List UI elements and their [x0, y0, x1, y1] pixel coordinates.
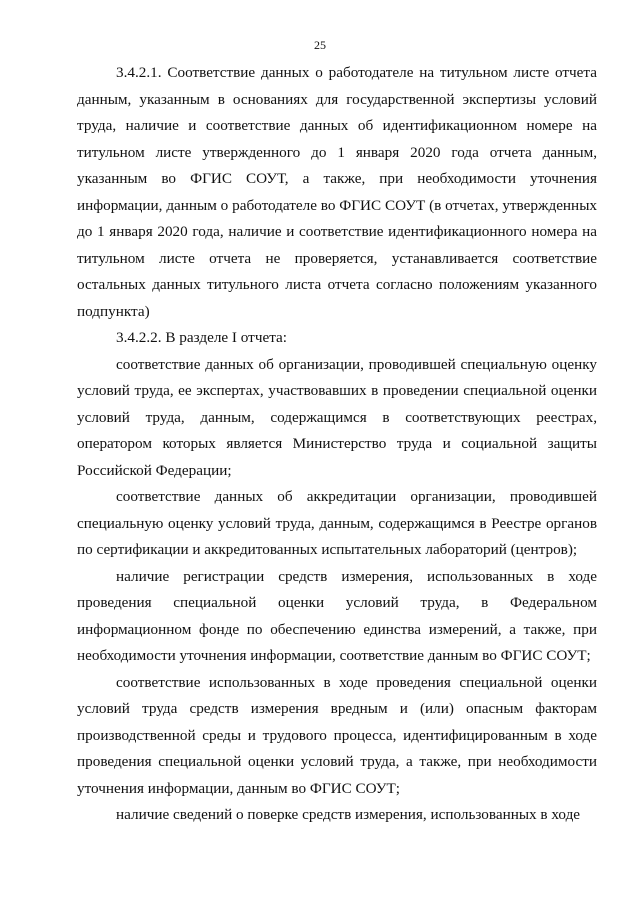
paragraph-measurement-conformity: соответствие использованных в ходе проведения специальной оценки условий труда средств измерения вредным и (или) опасным факторам производственной среды и трудового процесса, идентифицированным в ходе проведения специальной оценки условий труда, а также, при необходимости уточнения информации, данным во ФГИС СОУТ;: [77, 673, 597, 797]
page-number: 25: [314, 38, 326, 52]
paragraph-3-4-2-1: 3.4.2.1. Соответствие данных о работодателе на титульном листе отчета данным, указанным в основаниях для государственной экспертизы условий труда, наличие и соответствие данных об идентификационном номере на титульном листе утвержденного до 1 января 2020 года отчета данным, указанным во ФГИС СОУТ, а также, при необходимости уточнения информации, данным о работодателе во ФГИС СОУТ (в отчетах, утвержденных до 1 января 2020 года, наличие и соответствие идентификационного номера на титульном листе отчета не проверяется, устанавливается соответствие остальных данных титульного листа отчета согласно положениям указанного подпункта): [77, 64, 597, 320]
paragraph-verification-info: наличие сведений о поверке средств измерения, использованных в ходе: [116, 806, 581, 823]
paragraph-measurement-registration: наличие регистрации средств измерения, использованных в ходе проведения специальной оценки условий труда, в Федеральном информационном фонде по обеспечению единства измерений, а также, при необходимости уточнения информации, соответствие данным во ФГИС СОУТ;: [77, 567, 597, 664]
paragraph-organization-data: соответствие данных об организации, проводившей специальную оценку условий труда, ее экспертах, участвовавших в проведении специальной оценки условий труда, данным, содержащимся в соответствующих реестрах, оператором которых является Министерство труда и социальной защиты Российской Федерации;: [77, 355, 597, 479]
paragraph-3-4-2-2: 3.4.2.2. В разделе I отчета:: [116, 329, 287, 346]
paragraph-accreditation-data: соответствие данных об аккредитации организации, проводившей специальную оценку условий труда, данным, содержащимся в Реестре органов по сертификации и аккредитованных испытательных лабораторий (центров);: [77, 488, 597, 558]
document-body: [77, 60, 597, 829]
